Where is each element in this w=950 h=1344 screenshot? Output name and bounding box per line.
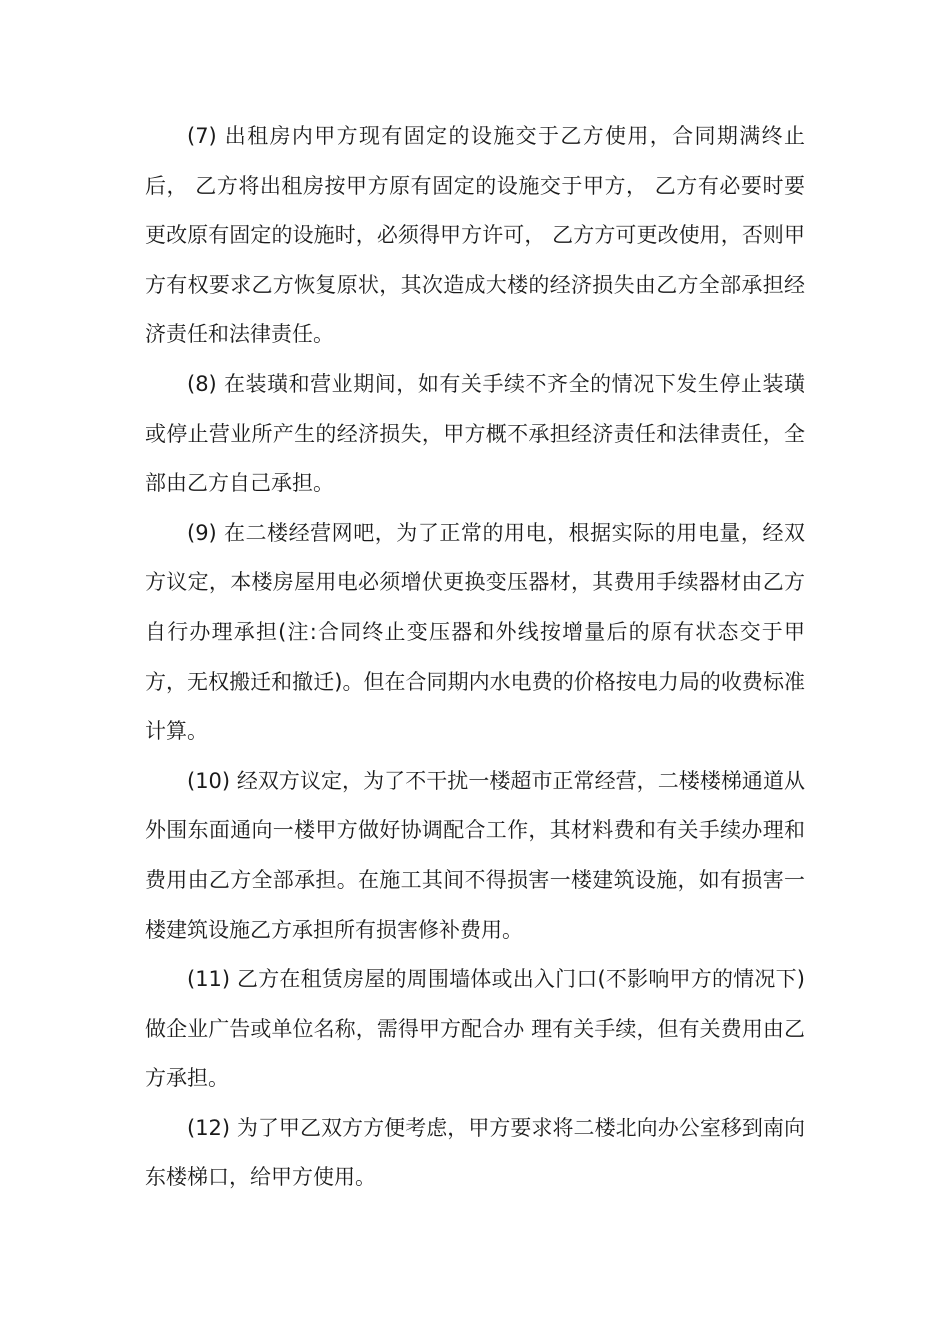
clause-11: (11) 乙方在租赁房屋的周围墙体或出入门口(不影响甲方的情况下)做企业广告或单位名称，需得甲方配合办 理有关手续，但有关费用由乙方承担。: [145, 967, 805, 1091]
clause-7: (7) 出租房内甲方现有固定的设施交于乙方使用，合同期满终止后， 乙方将出租房按甲方原有固定的设施交于甲方， 乙方有必要时要更改原有固定的设施时，必须得甲方许可， 乙方方可更改使用，否则甲方有权要求乙方恢复原状，其次造成大楼的经济损失由乙方全部承担经济责任和法律责任。: [145, 124, 805, 347]
clause-12: (12) 为了甲乙双方方便考虑，甲方要求将二楼北向办公室移到南向东楼梯口，给甲方使用。: [145, 1115, 805, 1190]
clause-10: (10) 经双方议定，为了不干扰一楼超市正常经营，二楼楼梯通道从外围东面通向一楼甲方做好协调配合工作，其材料费和有关手续办理和费用由乙方全部承担。在施工其间不得损害一楼建筑设施，如有损害一楼建筑设施乙方承担所有损害修补费用。: [145, 768, 805, 942]
document-body: [145, 112, 805, 1203]
clause-8: (8) 在装璜和营业期间，如有关手续不齐全的情况下发生停止装璜或停止营业所产生的经济损失，甲方概不承担经济责任和法律责任，全部由乙方自己承担。: [145, 371, 805, 496]
clause-9: (9) 在二楼经营网吧，为了正常的用电，根据实际的用电量，经双方议定，本楼房屋用电必须增伏更换变压器材，其费用手续器材由乙方自行办理承担(注:合同终止变压器和外线按增量后的原有状态交于甲方，无权搬迁和撤迁)。但在合同期内水电费的价格按电力局的收费标准计算。: [145, 520, 805, 744]
